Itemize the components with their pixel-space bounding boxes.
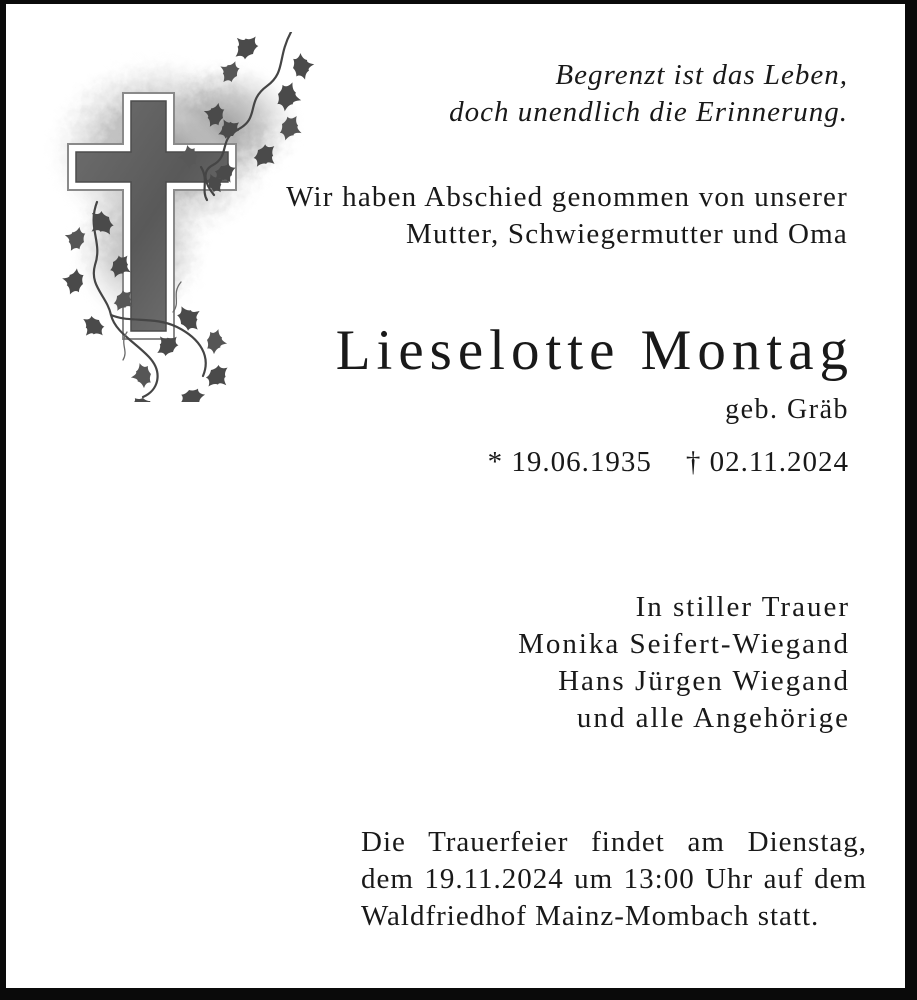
birth-date: * 19.06.1935 xyxy=(487,446,652,478)
death-date: † 02.11.2024 xyxy=(685,446,849,478)
farewell-intro xyxy=(286,179,848,253)
mourners-block xyxy=(518,589,850,737)
life-dates xyxy=(488,444,849,481)
mourner-name: Monika Seifert-Wiegand xyxy=(518,628,850,660)
deceased-name: Lieselotte Montag xyxy=(335,319,854,382)
motto-line: doch unendlich die Erinnerung. xyxy=(449,96,848,128)
memorial-motto xyxy=(449,57,848,131)
funeral-line: dem 19.11.2024 um 13:00 Uhr auf dem xyxy=(361,863,867,895)
funeral-info xyxy=(361,824,867,935)
notice-sheet xyxy=(6,4,905,988)
mourners-heading: In stiller Trauer xyxy=(635,591,850,623)
mourners-suffix: und alle Angehörige xyxy=(576,702,850,734)
motto-line: Begrenzt ist das Leben, xyxy=(555,59,848,91)
intro-line: Wir haben Abschied genommen von unserer xyxy=(286,181,848,213)
funeral-line: Waldfriedhof Mainz-Mombach statt. xyxy=(361,900,820,932)
mourner-name: Hans Jürgen Wiegand xyxy=(558,665,850,697)
funeral-line: Die Trauerfeier findet am Dienstag, xyxy=(361,826,867,858)
intro-line: Mutter, Schwiegermutter und Oma xyxy=(406,218,848,250)
maiden-name: geb. Gräb xyxy=(725,394,849,425)
cross-with-ivy-icon xyxy=(31,32,326,402)
